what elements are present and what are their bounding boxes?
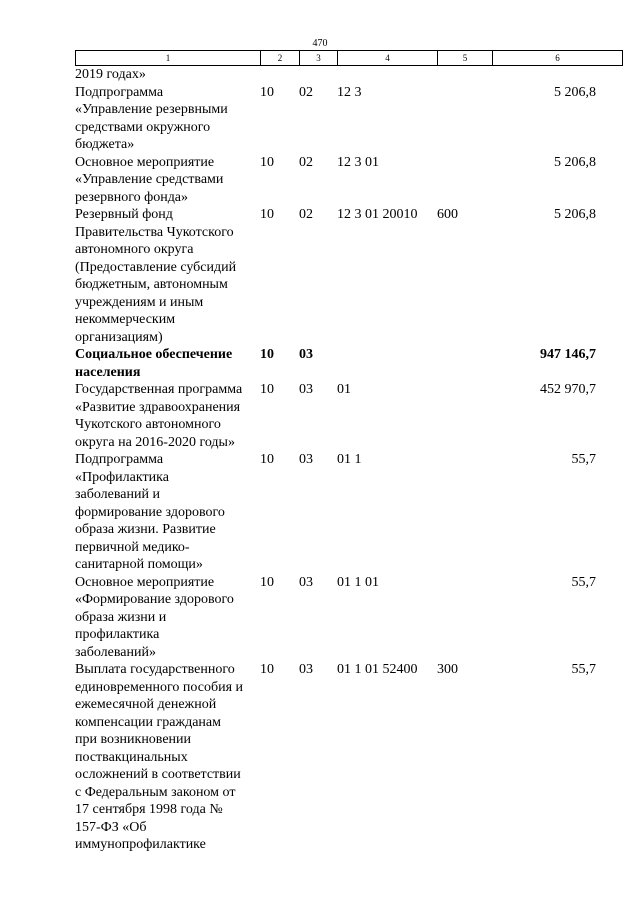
row-subsection-cell: 03 [299,452,313,467]
row-name-line: Государственная программа [75,382,243,397]
row-name-line: бюджетным, автономным [75,277,228,292]
row-expense-type-cell: 600 [437,207,458,222]
row-name-line: формирование здорового [75,504,225,520]
row-name-line: Подпрограмма [75,84,164,100]
row-name-line: Подпрограмма [75,452,164,467]
row-name-line: «Профилактика [75,469,169,485]
row-target-article-cell: 12 3 01 20010 [337,207,418,222]
table-row [75,451,622,574]
row-name-line: санитарной помощи» [75,557,203,572]
row-name-line: Социальное обеспечение [75,347,233,362]
row-subsection-cell: 03 [299,662,313,677]
table-row [75,346,622,381]
table-row [75,154,622,207]
header-col-3: 3 [300,51,338,66]
row-section-cell: 10 [260,662,274,677]
row-amount-cell: 947 146,7 [540,347,596,362]
row-name-line: Выплата государственного [75,662,235,677]
row-name-line: 2019 годах» [75,67,146,82]
row-subsection-cell: 02 [299,207,313,222]
row-amount-cell: 55,7 [571,452,596,467]
row-name-cell [75,346,260,381]
row-name-cell [75,661,260,854]
row-name-cell [75,381,260,451]
row-name-line: Основное мероприятие [75,574,215,590]
row-amount-cell: 55,7 [571,574,596,590]
row-amount-cell: 5 206,8 [554,84,596,100]
row-name-line: округа на 2016-2020 годы» [75,434,235,450]
row-target-article-cell: 12 3 [337,84,362,100]
row-amount-cell: 55,7 [571,662,596,677]
table-row [75,66,622,84]
row-target-article-cell: 01 1 01 [337,574,379,590]
row-target-article-cell: 01 [337,382,351,397]
row-subsection-cell: 03 [299,347,313,362]
row-target-article-cell: 12 3 01 [337,154,379,170]
row-amount-cell: 5 206,8 [554,207,596,222]
row-name-line: Резервный фонд [75,207,173,222]
row-name-cell [75,66,260,84]
row-name-cell [75,84,260,154]
row-name-line: «Развитие здравоохранения [75,399,241,415]
column-number-header [75,50,623,66]
row-name-line: заболеваний и [75,487,160,502]
row-section-cell: 10 [260,452,274,467]
row-section-cell: 10 [260,207,274,222]
row-name-line: компенсации гражданам [75,714,221,730]
row-name-line: образа жизни. Развитие [75,522,216,537]
row-name-line: «Формирование здорового [75,592,234,607]
row-section-cell: 10 [260,382,274,397]
row-target-article-cell: 01 1 01 52400 [337,662,418,677]
row-section-cell: 10 [260,574,274,590]
row-name-cell [75,574,260,662]
row-name-line: автономного округа [75,242,194,257]
row-name-line: Правительства Чукотского [75,224,234,240]
row-name-line: «Управление средствами [75,172,224,187]
row-name-line: заболеваний» [75,644,156,660]
page-number: 470 [312,38,328,49]
header-col-5: 5 [438,51,493,66]
row-name-line: 157-ФЗ «Об [75,819,147,835]
row-subsection-cell: 03 [299,382,313,397]
table-row [75,574,622,662]
row-name-line: с Федеральным законом от [75,784,236,800]
row-name-line: первичной медико- [75,539,190,555]
row-name-line: «Управление резервными [75,102,228,117]
row-name-line: некоммерческим [75,312,176,327]
row-name-cell [75,154,260,207]
header-col-2: 2 [261,51,300,66]
row-name-cell [75,206,260,346]
row-target-article-cell: 01 1 [337,452,362,467]
row-name-line: населения [75,364,141,380]
row-name-line: резервного фонда» [75,189,189,205]
row-name-line: организациям) [75,329,163,345]
row-subsection-cell: 02 [299,84,313,100]
row-name-line: бюджета» [75,137,135,152]
row-name-line: при возникновении [75,732,192,747]
row-name-line: Чукотского автономного [75,417,221,432]
header-col-4: 4 [338,51,438,66]
row-section-cell: 10 [260,347,274,362]
row-name-line: средствами окружного [75,119,211,135]
row-name-line: учреждениям и иным [75,294,204,310]
row-name-line: (Предоставление субсидий [75,259,237,275]
table-row [75,661,622,854]
row-name-line: профилактика [75,627,160,642]
table-row [75,381,622,451]
row-name-line: Основное мероприятие [75,154,215,170]
row-name-line: иммунопрофилактике [75,837,206,852]
table-row [75,84,622,154]
row-expense-type-cell: 300 [437,662,458,677]
row-subsection-cell: 03 [299,574,313,590]
row-section-cell: 10 [260,154,274,170]
row-name-line: поствакцинальных [75,749,188,765]
row-name-line: осложнений в соответствии [75,767,241,782]
row-subsection-cell: 02 [299,154,313,170]
row-name-cell [75,451,260,574]
budget-table-body [75,66,622,854]
row-amount-cell: 452 970,7 [540,382,596,397]
table-row [75,206,622,346]
row-name-line: образа жизни и [75,609,167,625]
row-section-cell: 10 [260,84,274,100]
header-col-1: 1 [76,51,261,66]
row-name-line: 17 сентября 1998 года № [75,802,223,817]
row-name-line: ежемесячной денежной [75,697,217,712]
row-name-line: единовременного пособия и [75,679,244,695]
header-col-6: 6 [493,51,623,66]
row-amount-cell: 5 206,8 [554,154,596,170]
